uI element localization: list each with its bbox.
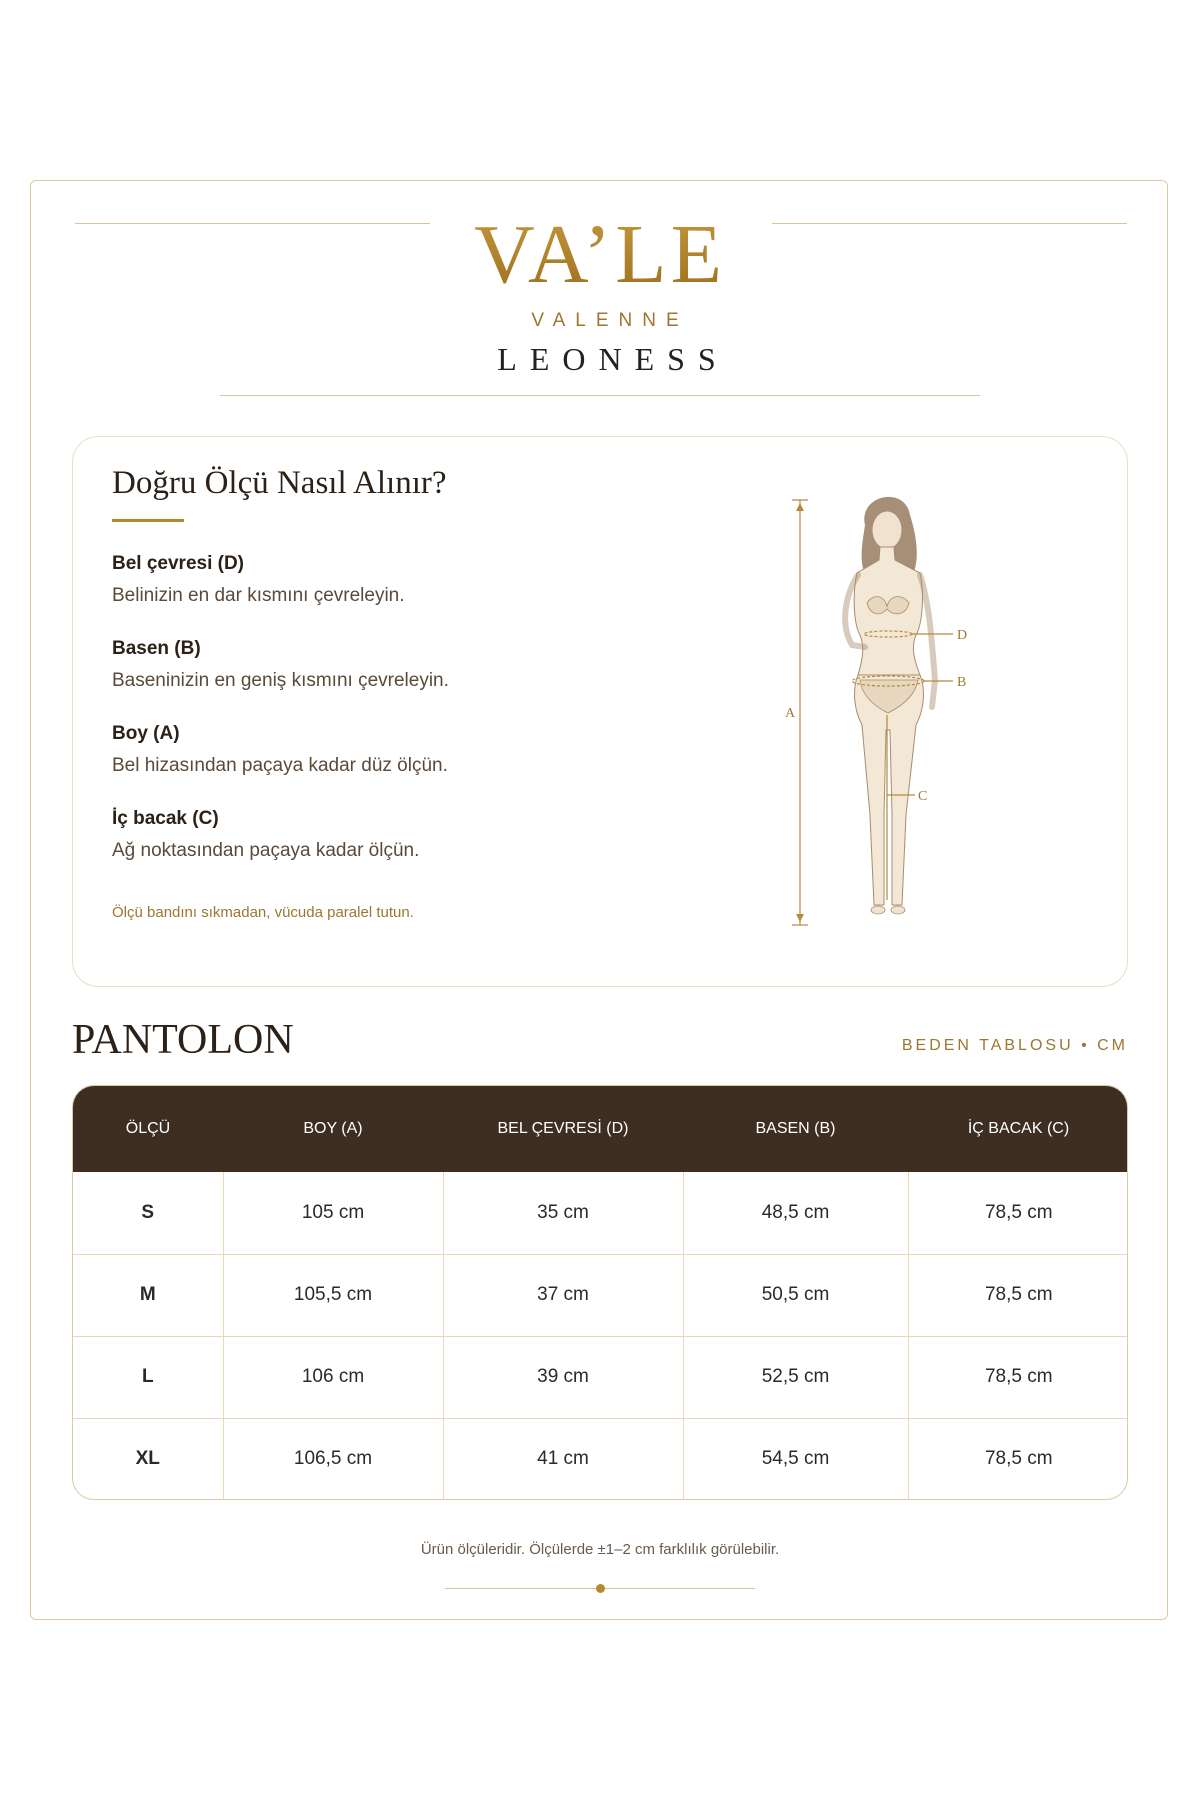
column-header-size: ÖLÇÜ: [125, 1120, 171, 1137]
hip-cell: 48,5 cm: [683, 1172, 908, 1254]
table-header-row: [73, 1086, 1128, 1172]
measure-guide-title: Doğru Ölçü Nasıl Alınır?: [112, 465, 447, 501]
measure-label-length: Boy (A): [112, 723, 180, 744]
waist-cell: 41 cm: [443, 1418, 683, 1500]
figure-mark-a: A: [785, 706, 796, 721]
figure-mark-c: C: [918, 789, 928, 804]
column-header-inseam: İÇ BACAK (C): [967, 1120, 1070, 1137]
section-subtitle: BEDEN TABLOSU • CM: [901, 1037, 1128, 1054]
length-cell: 106,5 cm: [223, 1418, 443, 1500]
header-divider-bottom: [220, 395, 980, 396]
waist-cell: 35 cm: [443, 1172, 683, 1254]
body-measurement-illustration: [770, 485, 1000, 940]
table-row: [73, 1336, 1128, 1418]
length-cell: 106 cm: [223, 1336, 443, 1418]
size-table: [72, 1085, 1128, 1500]
measure-desc-length: Bel hizasından paçaya kadar düz ölçün.: [112, 755, 448, 776]
table-row: [73, 1172, 1128, 1254]
measure-desc-hip: Baseninizin en geniş kısmını çevreleyin.: [112, 670, 449, 691]
hip-cell: 50,5 cm: [683, 1254, 908, 1336]
inseam-cell: 78,5 cm: [908, 1254, 1128, 1336]
brand-subtitle-leoness: LEONESS: [497, 341, 729, 377]
size-cell: XL: [73, 1418, 223, 1500]
brand-subtitle-valenne: VALENNE: [531, 310, 689, 331]
waist-cell: 37 cm: [443, 1254, 683, 1336]
inseam-cell: 78,5 cm: [908, 1172, 1128, 1254]
column-header-waist: BEL ÇEVRESİ (D): [497, 1120, 629, 1137]
footer-dot: [596, 1584, 605, 1593]
size-cell: M: [73, 1254, 223, 1336]
inseam-cell: 78,5 cm: [984, 1448, 1053, 1470]
measure-desc-waist: Belinizin en dar kısmını çevreleyin.: [112, 585, 405, 606]
footnote: Ürün ölçüleridir. Ölçülerde ±1–2 cm farklılık görülebilir.: [420, 1541, 780, 1558]
size-cell: L: [73, 1336, 223, 1418]
length-cell: 105 cm: [223, 1172, 443, 1254]
brand-logo: VA’LE: [0, 205, 1200, 305]
section-title: PANTOLON: [72, 1017, 294, 1063]
column-header-hip: BASEN (B): [755, 1120, 836, 1137]
figure-mark-d: D: [957, 628, 968, 643]
figure-mark-b: B: [957, 675, 967, 690]
inseam-cell: 78,5 cm: [908, 1336, 1128, 1418]
table-row: [73, 1254, 1128, 1336]
measure-label-hip: Basen (B): [112, 638, 201, 659]
hip-cell: 54,5 cm: [683, 1418, 908, 1500]
hip-cell: 52,5 cm: [683, 1336, 908, 1418]
measure-label-inseam: İç bacak (C): [112, 808, 219, 829]
title-underline: [112, 519, 184, 522]
measure-label-waist: Bel çevresi (D): [112, 553, 245, 574]
size-cell: S: [73, 1172, 223, 1254]
measure-tip: Ölçü bandını sıkmadan, vücuda paralel tutun.: [112, 904, 414, 921]
table-row: [73, 1418, 1128, 1500]
measure-desc-inseam: Ağ noktasından paçaya kadar ölçün.: [112, 840, 420, 861]
length-cell: 105,5 cm: [223, 1254, 443, 1336]
waist-cell: 39 cm: [443, 1336, 683, 1418]
column-header-length: BOY (A): [303, 1120, 363, 1137]
